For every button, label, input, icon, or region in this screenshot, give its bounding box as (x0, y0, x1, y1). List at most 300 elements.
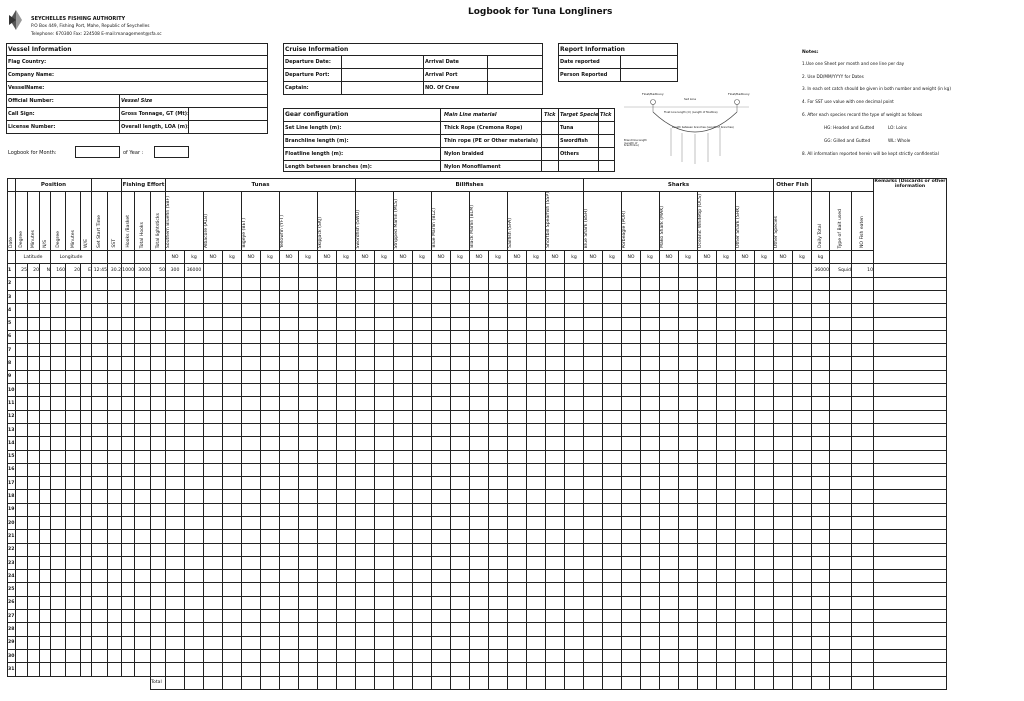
bait-cell[interactable] (830, 357, 852, 370)
catch-kg-cell[interactable] (755, 450, 774, 463)
catch-no-cell[interactable] (470, 610, 489, 623)
catch-no-cell[interactable] (280, 570, 299, 583)
entry-cell[interactable] (135, 663, 151, 676)
catch-no-cell[interactable] (204, 410, 223, 423)
entry-cell[interactable] (108, 384, 122, 397)
total-other-no[interactable] (774, 676, 793, 689)
catch-kg-cell[interactable] (641, 516, 660, 529)
catch-no-cell[interactable] (546, 649, 565, 662)
catch-no-cell[interactable] (622, 636, 641, 649)
fish-eaten-cell[interactable] (852, 463, 874, 476)
other-no-cell[interactable] (774, 636, 793, 649)
catch-no-cell[interactable] (736, 304, 755, 317)
catch-no-cell[interactable] (584, 330, 603, 343)
entry-cell[interactable] (66, 583, 81, 596)
entry-cell[interactable] (81, 663, 92, 676)
catch-kg-cell[interactable] (565, 583, 584, 596)
entry-cell[interactable] (122, 477, 135, 490)
catch-kg-cell[interactable] (261, 530, 280, 543)
entry-cell[interactable] (66, 357, 81, 370)
bait-cell[interactable] (830, 450, 852, 463)
entry-cell[interactable] (51, 330, 66, 343)
catch-kg-cell[interactable] (299, 503, 318, 516)
catch-no-cell[interactable] (356, 437, 375, 450)
catch-kg-cell[interactable] (185, 450, 204, 463)
catch-kg-cell[interactable] (261, 450, 280, 463)
daily-total-cell[interactable] (812, 477, 830, 490)
entry-cell[interactable] (135, 423, 151, 436)
catch-kg-cell[interactable] (641, 530, 660, 543)
catch-no-cell[interactable] (242, 264, 261, 277)
catch-kg-cell[interactable] (641, 304, 660, 317)
catch-kg-cell[interactable] (489, 277, 508, 290)
catch-no-cell[interactable] (432, 543, 451, 556)
catch-no-cell[interactable] (546, 636, 565, 649)
fish-eaten-cell[interactable] (852, 490, 874, 503)
catch-no-cell[interactable] (204, 277, 223, 290)
catch-kg-cell[interactable] (185, 503, 204, 516)
catch-no-cell[interactable] (508, 556, 527, 569)
entry-cell[interactable] (66, 317, 81, 330)
catch-no-cell[interactable] (546, 570, 565, 583)
catch-no-cell[interactable] (470, 490, 489, 503)
catch-kg-cell[interactable] (679, 570, 698, 583)
entry-cell[interactable] (16, 503, 28, 516)
catch-kg-cell[interactable] (603, 636, 622, 649)
daily-total-cell[interactable] (812, 503, 830, 516)
catch-kg-cell[interactable] (755, 277, 774, 290)
entry-cell[interactable] (66, 410, 81, 423)
catch-no-cell[interactable] (622, 610, 641, 623)
catch-no-cell[interactable] (660, 450, 679, 463)
entry-cell[interactable] (81, 290, 92, 303)
catch-kg-cell[interactable] (489, 503, 508, 516)
catch-kg-cell[interactable] (641, 450, 660, 463)
catch-no-cell[interactable] (204, 370, 223, 383)
entry-cell[interactable] (92, 370, 108, 383)
catch-kg-cell[interactable] (261, 503, 280, 516)
catch-kg-cell[interactable] (375, 543, 394, 556)
entry-cell[interactable] (81, 463, 92, 476)
catch-kg-cell[interactable] (185, 556, 204, 569)
entry-cell[interactable] (122, 610, 135, 623)
catch-kg-cell[interactable] (261, 264, 280, 277)
total-no-cell[interactable] (546, 676, 565, 689)
other-kg-cell[interactable] (793, 304, 812, 317)
fish-eaten-cell[interactable] (852, 450, 874, 463)
catch-no-cell[interactable] (546, 344, 565, 357)
entry-cell[interactable] (92, 583, 108, 596)
entry-cell[interactable]: 25 (16, 264, 28, 277)
catch-kg-cell[interactable] (489, 450, 508, 463)
catch-kg-cell[interactable] (489, 423, 508, 436)
other-kg-cell[interactable] (793, 610, 812, 623)
catch-kg-cell[interactable] (755, 357, 774, 370)
catch-no-cell[interactable] (356, 649, 375, 662)
catch-kg-cell[interactable] (565, 463, 584, 476)
catch-no-cell[interactable] (166, 423, 185, 436)
entry-cell[interactable] (16, 583, 28, 596)
catch-kg-cell[interactable] (185, 370, 204, 383)
catch-no-cell[interactable] (698, 304, 717, 317)
catch-kg-cell[interactable] (185, 384, 204, 397)
entry-cell[interactable] (51, 490, 66, 503)
catch-kg-cell[interactable] (641, 397, 660, 410)
other-no-cell[interactable] (774, 423, 793, 436)
fish-eaten-cell[interactable] (852, 410, 874, 423)
catch-no-cell[interactable] (660, 397, 679, 410)
catch-kg-cell[interactable] (717, 330, 736, 343)
catch-no-cell[interactable] (166, 530, 185, 543)
catch-no-cell[interactable] (698, 490, 717, 503)
catch-no-cell[interactable] (280, 330, 299, 343)
entry-cell[interactable] (92, 463, 108, 476)
catch-no-cell[interactable] (394, 463, 413, 476)
daily-total-cell[interactable] (812, 304, 830, 317)
catch-no-cell[interactable] (622, 543, 641, 556)
entry-cell[interactable] (122, 463, 135, 476)
entry-cell[interactable] (151, 290, 166, 303)
catch-no-cell[interactable] (508, 410, 527, 423)
catch-no-cell[interactable] (470, 290, 489, 303)
catch-no-cell[interactable] (356, 344, 375, 357)
catch-kg-cell[interactable] (717, 530, 736, 543)
catch-no-cell[interactable] (508, 317, 527, 330)
catch-no-cell[interactable] (622, 317, 641, 330)
catch-kg-cell[interactable] (413, 410, 432, 423)
remarks-cell[interactable] (874, 317, 947, 330)
entry-cell[interactable] (122, 304, 135, 317)
catch-kg-cell[interactable] (527, 397, 546, 410)
catch-no-cell[interactable] (508, 543, 527, 556)
entry-cell[interactable] (81, 410, 92, 423)
catch-no-cell[interactable] (546, 450, 565, 463)
catch-no-cell[interactable] (736, 503, 755, 516)
catch-kg-cell[interactable] (299, 450, 318, 463)
catch-no-cell[interactable] (698, 397, 717, 410)
catch-no-cell[interactable] (622, 437, 641, 450)
catch-kg-cell[interactable] (299, 264, 318, 277)
catch-no-cell[interactable] (736, 530, 755, 543)
catch-kg-cell[interactable] (603, 543, 622, 556)
catch-no-cell[interactable] (660, 543, 679, 556)
catch-no-cell[interactable] (470, 437, 489, 450)
catch-kg-cell[interactable] (223, 663, 242, 676)
entry-cell[interactable] (16, 330, 28, 343)
fish-eaten-cell[interactable] (852, 503, 874, 516)
catch-kg-cell[interactable] (375, 397, 394, 410)
entry-cell[interactable] (92, 344, 108, 357)
catch-no-cell[interactable] (546, 530, 565, 543)
bait-cell[interactable] (830, 410, 852, 423)
entry-cell[interactable] (40, 503, 51, 516)
catch-kg-cell[interactable] (451, 264, 470, 277)
catch-no-cell[interactable] (622, 503, 641, 516)
entry-cell[interactable] (28, 516, 40, 529)
remarks-cell[interactable] (874, 397, 947, 410)
other-no-cell[interactable] (774, 357, 793, 370)
catch-kg-cell[interactable] (299, 344, 318, 357)
entry-cell[interactable] (16, 423, 28, 436)
catch-no-cell[interactable] (242, 516, 261, 529)
entry-cell[interactable] (92, 397, 108, 410)
entry-cell[interactable] (135, 410, 151, 423)
catch-kg-cell[interactable] (451, 503, 470, 516)
catch-no-cell[interactable] (470, 463, 489, 476)
catch-kg-cell[interactable] (489, 370, 508, 383)
catch-no-cell[interactable] (318, 330, 337, 343)
catch-kg-cell[interactable] (261, 344, 280, 357)
entry-cell[interactable] (151, 636, 166, 649)
entry-cell[interactable] (66, 516, 81, 529)
catch-no-cell[interactable] (204, 570, 223, 583)
remarks-cell[interactable] (874, 649, 947, 662)
daily-total-cell[interactable] (812, 450, 830, 463)
catch-kg-cell[interactable] (413, 477, 432, 490)
fish-eaten-cell[interactable] (852, 357, 874, 370)
catch-no-cell[interactable] (166, 450, 185, 463)
catch-no-cell[interactable] (546, 330, 565, 343)
daily-total-cell[interactable] (812, 610, 830, 623)
catch-no-cell[interactable] (166, 463, 185, 476)
catch-no-cell[interactable] (356, 410, 375, 423)
catch-no-cell[interactable] (698, 596, 717, 609)
catch-no-cell[interactable] (470, 264, 489, 277)
catch-no-cell[interactable] (432, 423, 451, 436)
catch-no-cell[interactable] (280, 556, 299, 569)
bait-cell[interactable] (830, 516, 852, 529)
catch-kg-cell[interactable] (565, 450, 584, 463)
catch-kg-cell[interactable] (413, 649, 432, 662)
catch-kg-cell[interactable] (527, 583, 546, 596)
catch-kg-cell[interactable] (565, 397, 584, 410)
catch-kg-cell[interactable] (185, 530, 204, 543)
catch-no-cell[interactable] (432, 570, 451, 583)
entry-cell[interactable] (135, 304, 151, 317)
catch-no-cell[interactable] (166, 649, 185, 662)
remarks-cell[interactable] (874, 663, 947, 676)
catch-no-cell[interactable] (736, 570, 755, 583)
catch-kg-cell[interactable] (413, 463, 432, 476)
catch-no-cell[interactable] (242, 290, 261, 303)
entry-cell[interactable] (16, 450, 28, 463)
catch-no-cell[interactable] (318, 370, 337, 383)
catch-no-cell[interactable] (698, 423, 717, 436)
other-no-cell[interactable] (774, 410, 793, 423)
catch-kg-cell[interactable] (603, 384, 622, 397)
catch-no-cell[interactable] (166, 623, 185, 636)
catch-no-cell[interactable] (280, 304, 299, 317)
catch-kg-cell[interactable] (185, 463, 204, 476)
catch-kg-cell[interactable] (337, 649, 356, 662)
entry-cell[interactable] (28, 570, 40, 583)
catch-kg-cell[interactable] (565, 423, 584, 436)
catch-kg-cell[interactable] (261, 317, 280, 330)
bait-cell[interactable] (830, 277, 852, 290)
catch-no-cell[interactable] (660, 370, 679, 383)
catch-kg-cell[interactable] (717, 503, 736, 516)
year-field[interactable] (154, 146, 189, 158)
catch-kg-cell[interactable] (679, 397, 698, 410)
catch-no-cell[interactable] (546, 556, 565, 569)
catch-no-cell[interactable] (584, 344, 603, 357)
catch-kg-cell[interactable] (223, 583, 242, 596)
catch-no-cell[interactable] (736, 610, 755, 623)
entry-cell[interactable] (92, 649, 108, 662)
daily-total-cell[interactable] (812, 357, 830, 370)
catch-no-cell[interactable] (470, 663, 489, 676)
catch-no-cell[interactable] (242, 463, 261, 476)
catch-kg-cell[interactable] (223, 357, 242, 370)
catch-no-cell[interactable] (698, 583, 717, 596)
catch-kg-cell[interactable] (755, 344, 774, 357)
entry-cell[interactable] (92, 503, 108, 516)
entry-cell[interactable] (40, 357, 51, 370)
catch-no-cell[interactable] (166, 277, 185, 290)
catch-no-cell[interactable] (242, 277, 261, 290)
entry-cell[interactable] (51, 570, 66, 583)
total-no-cell[interactable] (432, 676, 451, 689)
catch-no-cell[interactable] (394, 277, 413, 290)
entry-cell[interactable] (122, 290, 135, 303)
entry-cell[interactable] (51, 649, 66, 662)
catch-kg-cell[interactable] (223, 384, 242, 397)
catch-kg-cell[interactable] (185, 437, 204, 450)
entry-cell[interactable] (28, 596, 40, 609)
catch-kg-cell[interactable] (527, 610, 546, 623)
entry-cell[interactable] (151, 583, 166, 596)
catch-no-cell[interactable] (432, 384, 451, 397)
catch-no-cell[interactable] (622, 330, 641, 343)
catch-kg-cell[interactable] (337, 516, 356, 529)
catch-no-cell[interactable] (394, 290, 413, 303)
catch-kg-cell[interactable] (451, 370, 470, 383)
catch-kg-cell[interactable] (565, 649, 584, 662)
catch-no-cell[interactable] (204, 530, 223, 543)
daily-total-cell[interactable] (812, 636, 830, 649)
entry-cell[interactable] (108, 636, 122, 649)
catch-no-cell[interactable] (318, 344, 337, 357)
catch-kg-cell[interactable] (413, 397, 432, 410)
catch-no-cell[interactable] (242, 556, 261, 569)
catch-no-cell[interactable] (394, 570, 413, 583)
catch-no-cell[interactable] (584, 384, 603, 397)
entry-cell[interactable] (16, 663, 28, 676)
catch-no-cell[interactable] (622, 570, 641, 583)
entry-cell[interactable] (66, 543, 81, 556)
remarks-cell[interactable] (874, 477, 947, 490)
entry-cell[interactable] (92, 317, 108, 330)
catch-kg-cell[interactable] (527, 384, 546, 397)
total-no-cell[interactable] (280, 676, 299, 689)
entry-cell[interactable] (51, 423, 66, 436)
remarks-cell[interactable] (874, 344, 947, 357)
catch-no-cell[interactable] (508, 437, 527, 450)
catch-no-cell[interactable] (204, 583, 223, 596)
entry-cell[interactable] (28, 317, 40, 330)
catch-kg-cell[interactable] (337, 317, 356, 330)
bait-cell[interactable] (830, 623, 852, 636)
catch-kg-cell[interactable] (641, 277, 660, 290)
catch-no-cell[interactable] (546, 503, 565, 516)
catch-kg-cell[interactable] (299, 330, 318, 343)
total-no-cell[interactable] (584, 676, 603, 689)
catch-kg-cell[interactable] (489, 463, 508, 476)
catch-no-cell[interactable] (432, 596, 451, 609)
catch-kg-cell[interactable] (679, 583, 698, 596)
catch-kg-cell[interactable] (413, 264, 432, 277)
catch-kg-cell[interactable] (717, 516, 736, 529)
entry-cell[interactable] (66, 490, 81, 503)
catch-kg-cell[interactable] (489, 649, 508, 662)
catch-kg-cell[interactable] (375, 463, 394, 476)
fish-eaten-cell[interactable] (852, 304, 874, 317)
catch-no-cell[interactable] (584, 583, 603, 596)
catch-kg-cell[interactable] (375, 384, 394, 397)
entry-cell[interactable] (40, 623, 51, 636)
catch-no-cell[interactable] (660, 290, 679, 303)
catch-kg-cell[interactable] (603, 344, 622, 357)
catch-kg-cell[interactable] (337, 264, 356, 277)
catch-kg-cell[interactable] (679, 304, 698, 317)
catch-kg-cell[interactable] (413, 663, 432, 676)
catch-no-cell[interactable] (660, 490, 679, 503)
catch-no-cell[interactable] (584, 570, 603, 583)
catch-no-cell[interactable] (622, 384, 641, 397)
catch-kg-cell[interactable] (451, 490, 470, 503)
catch-no-cell[interactable] (470, 530, 489, 543)
catch-kg-cell[interactable] (375, 450, 394, 463)
catch-kg-cell[interactable] (565, 530, 584, 543)
catch-no-cell[interactable] (470, 423, 489, 436)
entry-cell[interactable] (66, 384, 81, 397)
catch-kg-cell[interactable] (451, 450, 470, 463)
catch-kg-cell[interactable] (565, 384, 584, 397)
catch-no-cell[interactable] (318, 304, 337, 317)
entry-cell[interactable] (28, 530, 40, 543)
fish-eaten-cell[interactable] (852, 623, 874, 636)
catch-kg-cell[interactable] (565, 317, 584, 330)
catch-kg-cell[interactable] (337, 423, 356, 436)
catch-kg-cell[interactable] (223, 623, 242, 636)
fish-eaten-cell[interactable] (852, 543, 874, 556)
catch-kg-cell[interactable] (679, 556, 698, 569)
daily-total-cell[interactable] (812, 277, 830, 290)
catch-kg-cell[interactable] (451, 384, 470, 397)
catch-no-cell[interactable] (508, 344, 527, 357)
total-no-cell[interactable] (242, 676, 261, 689)
catch-kg-cell[interactable] (717, 423, 736, 436)
catch-kg-cell[interactable] (337, 477, 356, 490)
catch-kg-cell[interactable] (261, 357, 280, 370)
catch-no-cell[interactable] (394, 543, 413, 556)
entry-cell[interactable] (151, 410, 166, 423)
catch-no-cell[interactable] (318, 623, 337, 636)
catch-kg-cell[interactable] (755, 530, 774, 543)
catch-kg-cell[interactable] (527, 437, 546, 450)
catch-no-cell[interactable] (394, 530, 413, 543)
other-no-cell[interactable] (774, 530, 793, 543)
catch-no-cell[interactable] (508, 277, 527, 290)
catch-kg-cell[interactable] (489, 583, 508, 596)
entry-cell[interactable] (151, 450, 166, 463)
catch-kg-cell[interactable] (603, 503, 622, 516)
entry-cell[interactable] (28, 437, 40, 450)
catch-kg-cell[interactable] (755, 304, 774, 317)
catch-no-cell[interactable] (432, 663, 451, 676)
entry-cell[interactable] (51, 410, 66, 423)
entry-cell[interactable]: 12:45 (92, 264, 108, 277)
